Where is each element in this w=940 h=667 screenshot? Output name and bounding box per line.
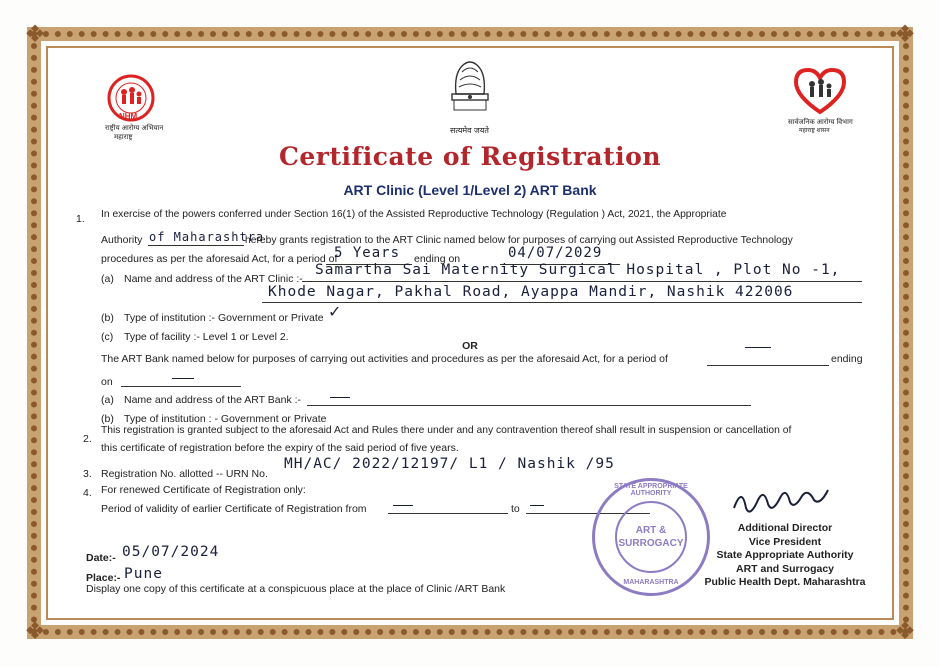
item-1c-label: (c): [101, 331, 114, 343]
validity-to-dash: [530, 505, 544, 506]
stamp-inner-ring: [615, 501, 687, 573]
item-1-line-2: hereby grants registration to the ART Clinic named below for purposes of carrying out Assisted Reproductive Technology: [245, 235, 793, 246]
bank-line-1: The ART Bank named below for purposes of carrying out activities and procedures as per the aforesaid Act, for a period of: [101, 353, 668, 365]
signatory-line-1: Additional Director: [737, 522, 833, 534]
or-divider: OR: [462, 340, 478, 352]
nhm-hindi-2: महाराष्ट्र: [114, 134, 133, 141]
period-value: 5 Years: [334, 245, 401, 261]
signatory-line-4: ART and Surrogacy: [735, 562, 835, 575]
certificate-subtitle: ART Clinic (Level 1/Level 2) ART Bank: [343, 182, 597, 198]
ending-value: 04/07/2029: [508, 245, 603, 261]
health-dept-text-1: सार्वजनिक आरोग्य विभाग: [788, 119, 853, 126]
emblem-motto: सत्यमेव जयते: [450, 126, 489, 135]
corner-ornament-icon: ❖: [894, 618, 916, 645]
period-label: procedures as per the aforesaid Act, for a period of: [101, 253, 338, 265]
item-2-line-2: this certificate of registration before the expiry of the said period of five years.: [101, 442, 459, 454]
item-4-number: 4.: [83, 487, 92, 499]
bank-name-dash: [330, 397, 350, 398]
bank-period-underline: [707, 365, 829, 366]
date-label: Date:-: [86, 552, 116, 564]
item-2-number: 2.: [83, 433, 92, 445]
signature: [728, 478, 838, 522]
authority-underline: [148, 245, 244, 246]
signature-icon: [728, 478, 838, 522]
bank-b-text: Type of institution : - Government or Private: [124, 413, 327, 425]
stamp-center-2: SURROGACY: [618, 538, 684, 549]
stamp-bottom-text: MAHARASHTRA: [623, 579, 679, 586]
item-1b-label: (b): [101, 312, 114, 324]
clinic-name-line-1: Samartha Sai Maternity Surgical Hospital , Plot No -1,: [315, 262, 841, 278]
validity-from-dash: [393, 505, 413, 506]
national-emblem: [444, 54, 496, 124]
bank-a-text: Name and address of the ART Bank :-: [124, 394, 302, 406]
health-dept-logo: [790, 64, 850, 116]
ending-label: ending on: [414, 253, 461, 265]
authority-value: of Maharashtra: [149, 230, 265, 244]
nhm-hindi-1: राष्ट्रीय आरोग्य अभियान: [105, 125, 164, 132]
urn-value: MH/AC/ 2022/12197/ L1 / Nashik /95: [284, 456, 615, 472]
lion-capital-icon: [444, 54, 496, 124]
item-1c-text: Type of facility :- Level 1 or Level 2.: [124, 331, 289, 343]
bank-on: on: [101, 376, 113, 388]
signatory-line-3: State Appropriate Authority: [716, 549, 854, 561]
validity-from-underline: [388, 513, 508, 514]
place-label: Place:-: [86, 572, 121, 584]
bank-name-underline: [307, 405, 751, 406]
item-1b-text: Type of institution :- Government or Private: [124, 312, 324, 324]
signatory-line-2: Vice President: [748, 535, 822, 548]
corner-ornament-icon: ❖: [24, 21, 46, 48]
signatory-line-5: Public Health Dept. Maharashtra: [704, 576, 866, 588]
bank-b-label: (b): [101, 413, 114, 425]
bank-on-underline: [121, 386, 241, 387]
urn-label: Registration No. allotted -- URN No.: [101, 468, 268, 480]
official-stamp: [592, 478, 710, 596]
item-1a-text: Name and address of the ART Clinic :-: [124, 273, 303, 285]
nhm-label: NHM: [119, 112, 138, 121]
item-1-number: 1.: [76, 213, 85, 225]
corner-ornament-icon: ❖: [24, 618, 46, 645]
bank-on-dash: [172, 378, 194, 379]
signatory-block: [700, 522, 870, 590]
date-value: 05/07/2024: [122, 544, 220, 560]
item-2-line-1: This registration is granted subject to the aforesaid Act and Rules there under and any contravention thereof shall result in suspension or cancellation of: [101, 425, 792, 436]
bank-period-dash: [745, 347, 771, 348]
validity-to: to: [511, 503, 520, 515]
tick-mark-icon: ✓: [328, 304, 342, 321]
health-dept-text-2: महाराष्ट्र शासन: [799, 128, 830, 134]
clinic-underline-1: [302, 281, 862, 282]
item-1a-label: (a): [101, 273, 114, 285]
footer-note: Display one copy of this certificate at a conspicuous place at the place of Clinic /ART Bank: [86, 583, 506, 595]
item-1-line-1: In exercise of the powers conferred under Section 16(1) of the Assisted Reproductive Technology (Regulation ) Act, 2021, the Appropriate: [101, 209, 727, 220]
clinic-underline-2: [262, 302, 862, 303]
item-4-line-2: Period of validity of earlier Certificate of Registration from: [101, 503, 367, 515]
item-3-number: 3.: [83, 468, 92, 480]
authority-label: Authority: [101, 234, 143, 246]
clinic-name-line-2: Khode Nagar, Pakhal Road, Ayappa Mandir, Nashik 422006: [268, 284, 794, 300]
certificate-title: Certificate of Registration: [278, 142, 662, 171]
stamp-top-text: STATE APPROPRIATE AUTHORITY: [614, 483, 688, 497]
corner-ornament-icon: ❖: [894, 21, 916, 48]
item-4-line-1: For renewed Certificate of Registration only:: [101, 484, 306, 496]
heart-family-icon: [790, 64, 850, 116]
stamp-center-1: ART &: [635, 525, 667, 536]
place-value: Pune: [124, 566, 163, 582]
bank-a-label: (a): [101, 394, 114, 406]
bank-ending: ending: [831, 353, 863, 365]
